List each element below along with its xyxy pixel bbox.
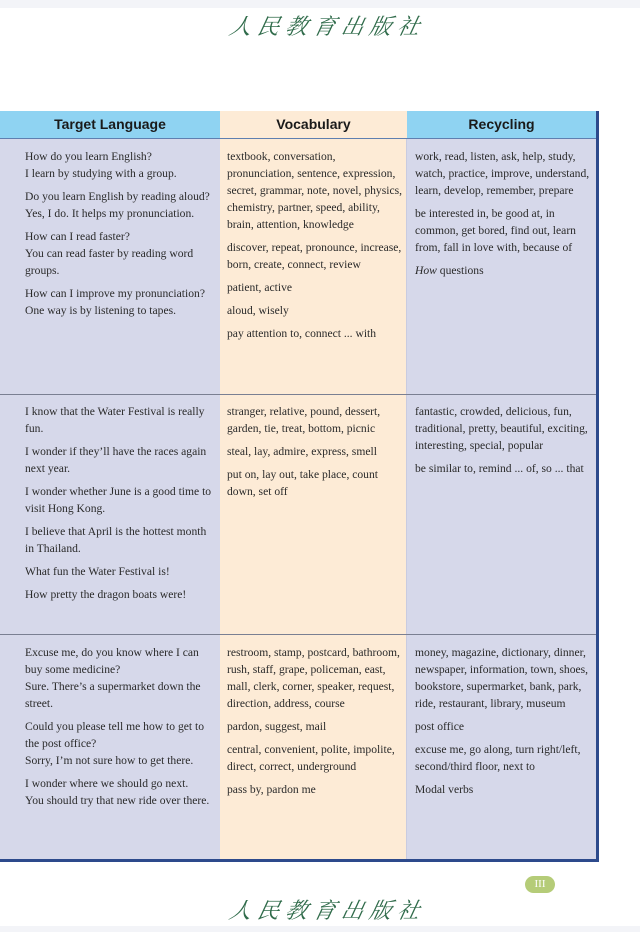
vocab-entry: restroom, stamp, postcard, bathroom, rush, staff, grape, policeman, east, mall, clerk, corner, speaker, request, direction, address, course <box>227 646 400 710</box>
vocab-entry: stranger, relative, pound, dessert, garden, tie, treat, bottom, picnic <box>227 405 381 435</box>
row-divider <box>0 394 596 395</box>
table-row-3-target-language <box>25 644 217 815</box>
tl-entry: How pretty the dragon boats were! <box>25 588 187 601</box>
recycling-italic-word: How <box>415 264 437 277</box>
table-row-3-recycling <box>415 644 593 804</box>
publisher-logo-bottom: 人民教育出版社 <box>226 899 429 924</box>
vocab-entry: textbook, conversation, pronunciation, sentence, expression, secret, grammar, note, novel, physics, chemistry, partner, speed, ability, brain, attention, knowledge <box>227 150 402 231</box>
tl-entry: I believe that April is the hottest month in Thailand. <box>25 525 207 555</box>
vocab-entry: patient, active <box>227 281 293 294</box>
row-divider <box>0 634 596 635</box>
header-vocabulary: Vocabulary <box>220 111 407 139</box>
page-number-badge: III <box>525 876 555 893</box>
tl-entry: I wonder whether June is a good time to visit Hong Kong. <box>25 485 212 515</box>
recycling-rest: questions <box>436 264 484 277</box>
recycling-entry: Modal verbs <box>415 783 474 796</box>
tl-line: Do you learn English by reading aloud? Yes, I do. It helps my pronunciation. <box>25 190 210 220</box>
tl-line: How do you learn English? I learn by studying with a group. <box>25 150 177 180</box>
recycling-entry: fantastic, crowded, delicious, fun, traditional, pretty, beautiful, exciting, interesting, special, popular <box>415 405 588 452</box>
tl-entry <box>25 718 217 769</box>
recycling-entry: post office <box>415 720 465 733</box>
tl-entry: What fun the Water Festival is! <box>25 565 170 578</box>
table-header-row <box>0 111 596 139</box>
top-strip <box>0 0 640 8</box>
recycling-entry: work, read, listen, ask, help, study, watch, practice, improve, understand, learn, develop, remember, prepare <box>415 150 590 197</box>
table-row-2-target-language <box>25 403 217 609</box>
vocab-entry: discover, repeat, pronounce, increase, born, create, connect, review <box>227 241 402 271</box>
tl-line: Could you please tell me how to get to the post office? Sorry, I’m not sure how to get there. <box>25 720 205 767</box>
vocab-entry: pass by, pardon me <box>227 783 316 796</box>
table-row-2-recycling <box>415 403 593 483</box>
recycling-entry: excuse me, go along, turn right/left, second/third floor, next to <box>415 743 581 773</box>
table-row-2-vocabulary <box>227 403 405 506</box>
recycling-entry: be similar to, remind ... of, so ... that <box>415 462 584 475</box>
tl-entry: I know that the Water Festival is really fun. <box>25 405 205 435</box>
tl-entry <box>25 285 217 319</box>
tl-line: I wonder where we should go next. You should try that new ride over there. <box>25 777 210 807</box>
table-row-1-recycling <box>415 148 593 285</box>
tl-line: Excuse me, do you know where I can buy some medicine? Sure. There’s a supermarket down the street. <box>25 646 201 710</box>
vocab-entry: put on, lay out, take place, count down, set off <box>227 468 378 498</box>
vocab-entry: steal, lay, admire, express, smell <box>227 445 377 458</box>
vocab-entry: central, convenient, polite, impolite, direct, correct, underground <box>227 743 395 773</box>
unit-overview-table <box>0 111 599 862</box>
recycling-entry: money, magazine, dictionary, dinner, newspaper, information, town, shoes, bookstore, supermarket, bank, park, ride, restaurant, library, museum <box>415 646 589 710</box>
publisher-logo-top: 人民教育出版社 <box>226 15 429 40</box>
tl-entry <box>25 188 217 222</box>
vocab-entry: pay attention to, connect ... with <box>227 327 377 340</box>
tl-entry: I wonder if they’ll have the races again next year. <box>25 445 207 475</box>
column-divider <box>406 139 407 859</box>
tl-entry <box>25 775 217 809</box>
header-target-language: Target Language <box>0 111 220 139</box>
tl-line: How can I improve my pronunciation? One way is by listening to tapes. <box>25 287 205 317</box>
header-recycling: Recycling <box>407 111 596 139</box>
tl-line: How can I read faster? You can read faster by reading word groups. <box>25 230 194 277</box>
table-row-3-vocabulary <box>227 644 405 804</box>
recycling-entry <box>415 262 593 279</box>
bottom-strip <box>0 926 640 932</box>
table-row-1-target-language <box>25 148 217 325</box>
vocab-entry: aloud, wisely <box>227 304 289 317</box>
tl-entry <box>25 228 217 279</box>
recycling-entry: be interested in, be good at, in common, get bored, find out, learn from, fall in love with, because of <box>415 207 576 254</box>
table-row-1-vocabulary <box>227 148 405 348</box>
tl-entry <box>25 644 217 712</box>
vocab-entry: pardon, suggest, mail <box>227 720 327 733</box>
tl-entry <box>25 148 217 182</box>
